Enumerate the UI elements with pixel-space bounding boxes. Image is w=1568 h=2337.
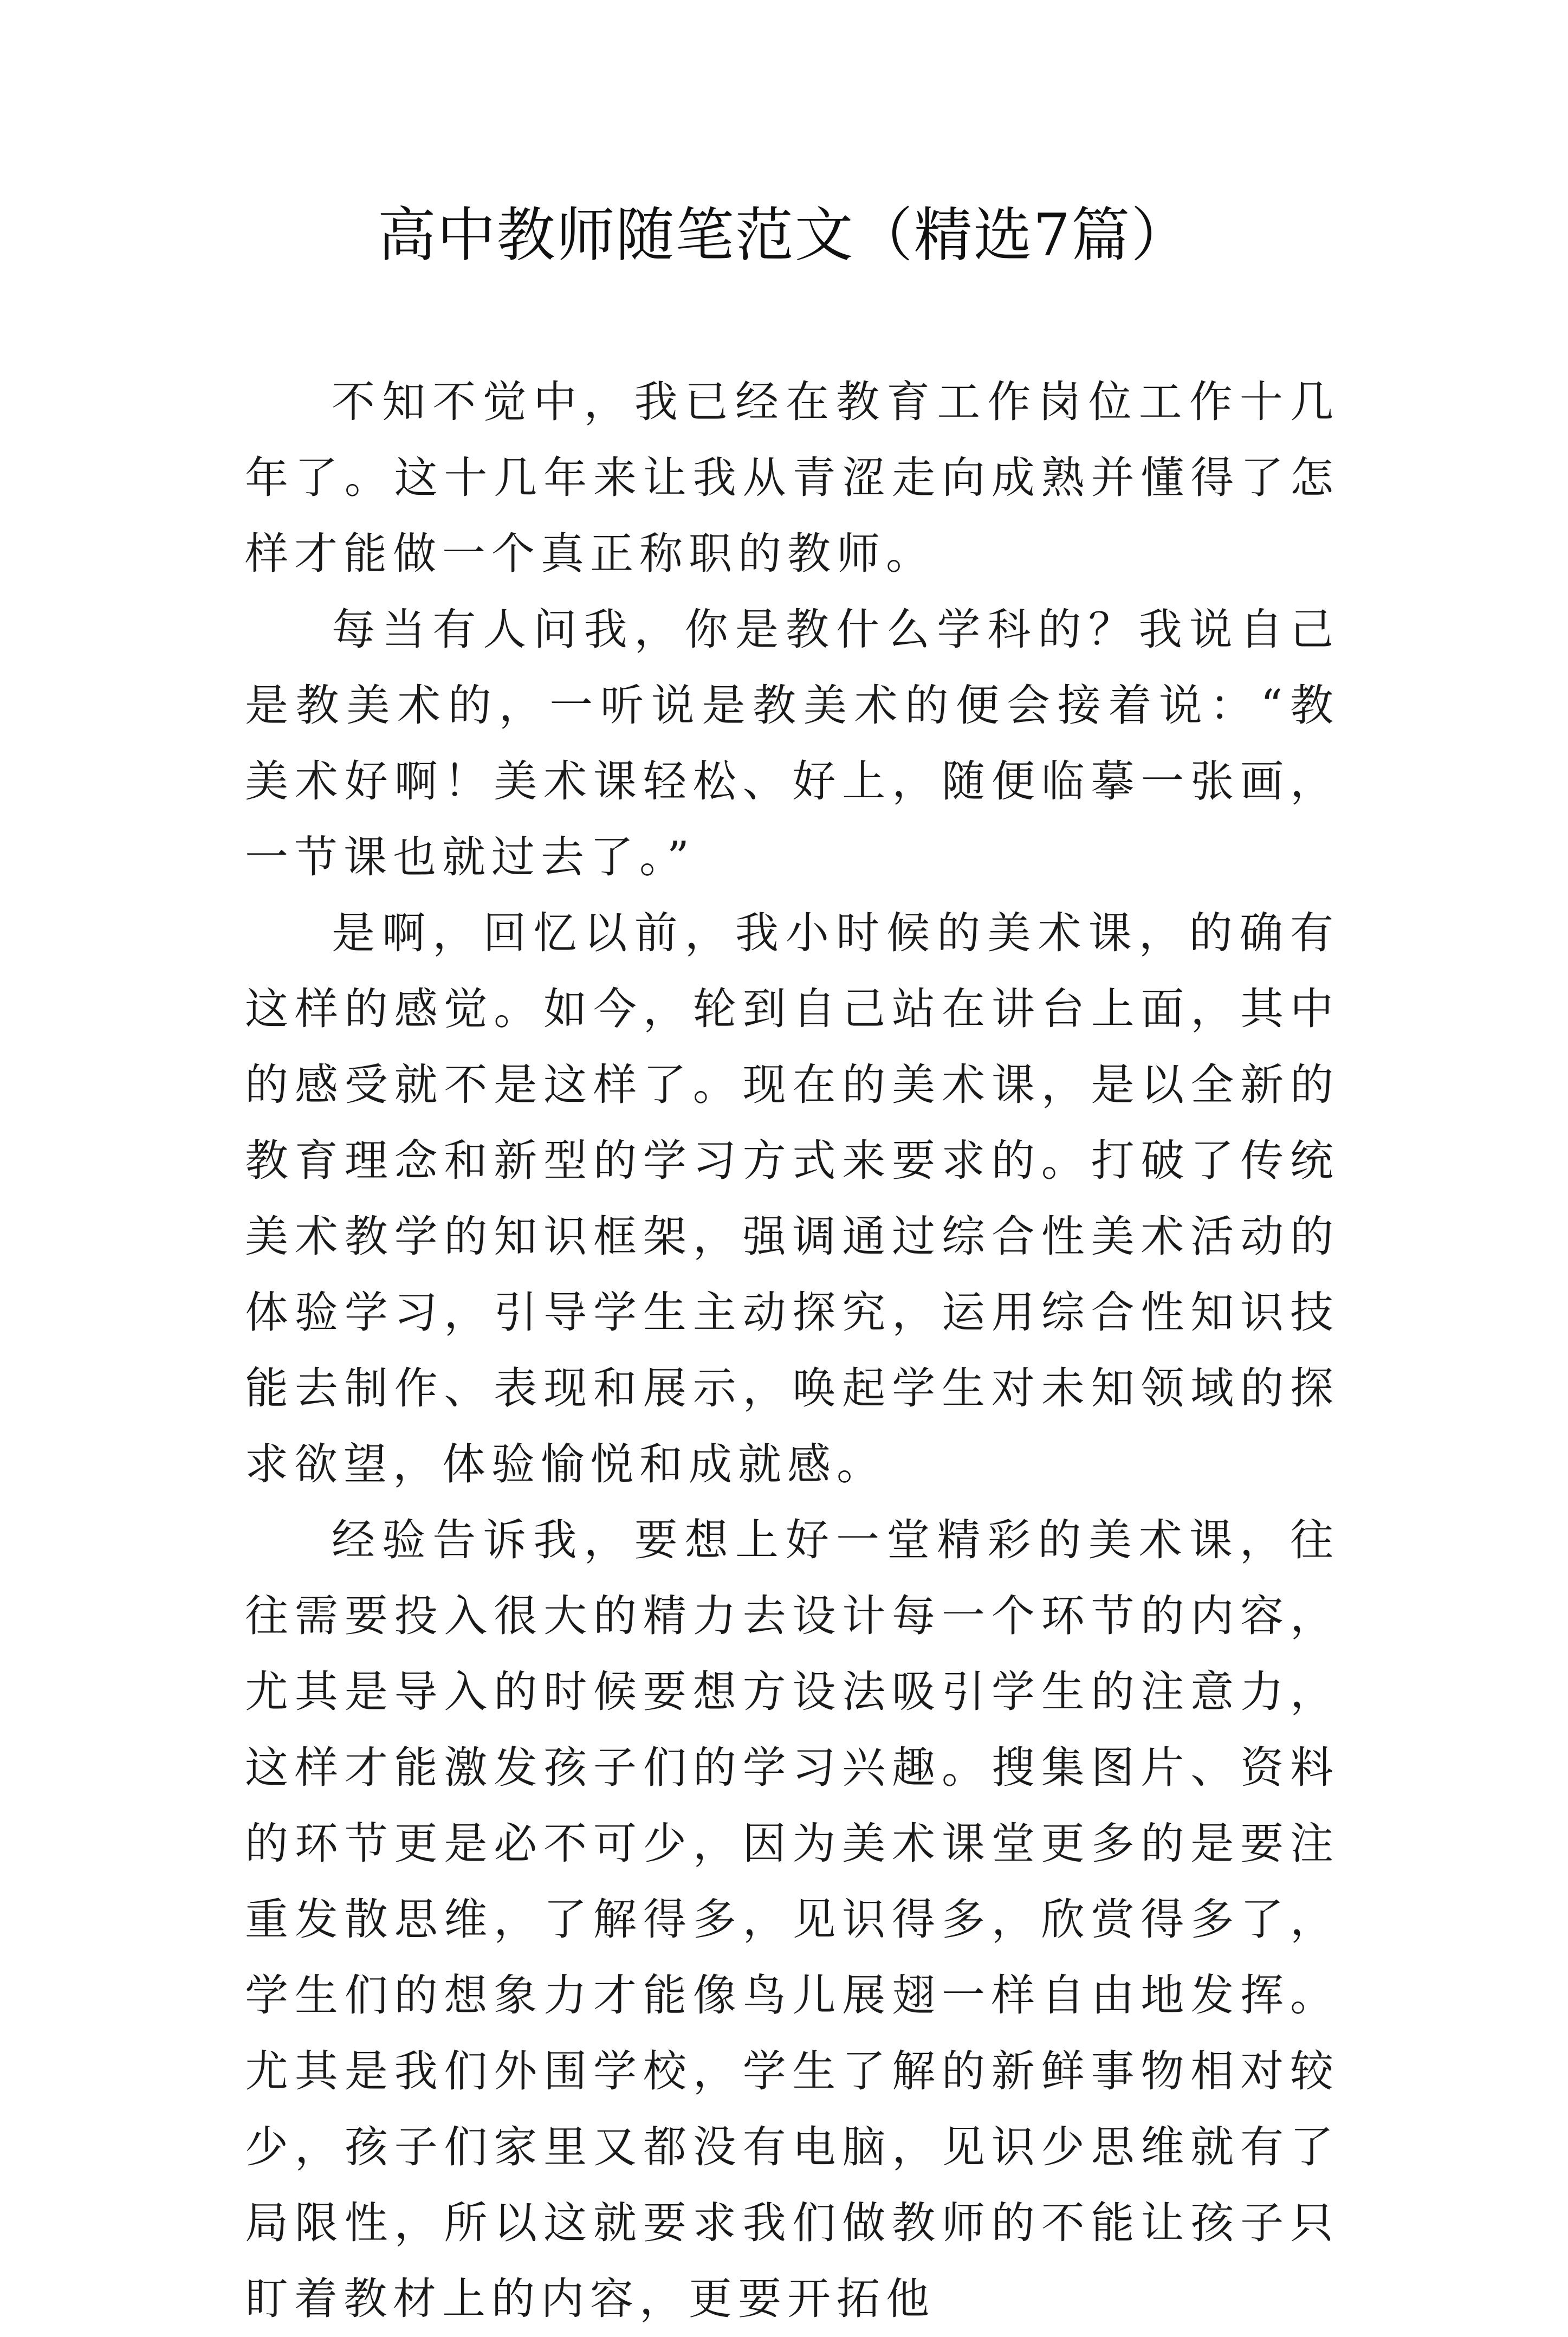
document-body [245, 364, 1339, 2337]
paragraph: 经验告诉我，要想上好一堂精彩的美术课，往往需要投入很大的精力去设计每一个环节的内容，尤其是导入的时候要想方设法吸引学生的注意力，这样才能激发孩子们的学习兴趣。搜集图片、资料的环节更是必不可少，因为美术课堂更多的是要注重发散思维，了解得多，见识得多，欣赏得多了，学生们的想象力才能像鸟儿展翅一样自由地发挥。尤其是我们外围学校，学生了解的新鲜事物相对较少，孩子们家里又都没有电脑，见识少思维就有了局限性，所以这就要求我们做教师的不能让孩子只盯着教材上的内容，更要开拓他 [245, 1515, 1339, 2324]
paragraph: 是啊，回忆以前，我小时候的美术课，的确有这样的感觉。如今，轮到自己站在讲台上面，其中的感受就不是这样了。现在的美术课，是以全新的教育理念和新型的学习方式来要求的。打破了传统美术教学的知识框架，强调通过综合性美术活动的体验学习，引导学生主动探究，运用综合性知识技能去制作、表现和展示，唤起学生对未知领域的探求欲望，体验愉悦和成就感。 [245, 908, 1339, 1489]
paragraph: 不知不觉中，我已经在教育工作岗位工作十几年了。这十几年来让我从青涩走向成熟并懂得了怎样才能做一个真正称职的教师。 [245, 377, 1339, 579]
paragraph: 每当有人问我，你是教什么学科的？我说自己是教美术的，一听说是教美术的便会接着说：“教美术好啊！美术课轻松、好上，随便临摹一张画，一节课也就过去了。” [245, 604, 1339, 882]
document-title: 高中教师随笔范文（精选7篇） [377, 202, 1191, 269]
